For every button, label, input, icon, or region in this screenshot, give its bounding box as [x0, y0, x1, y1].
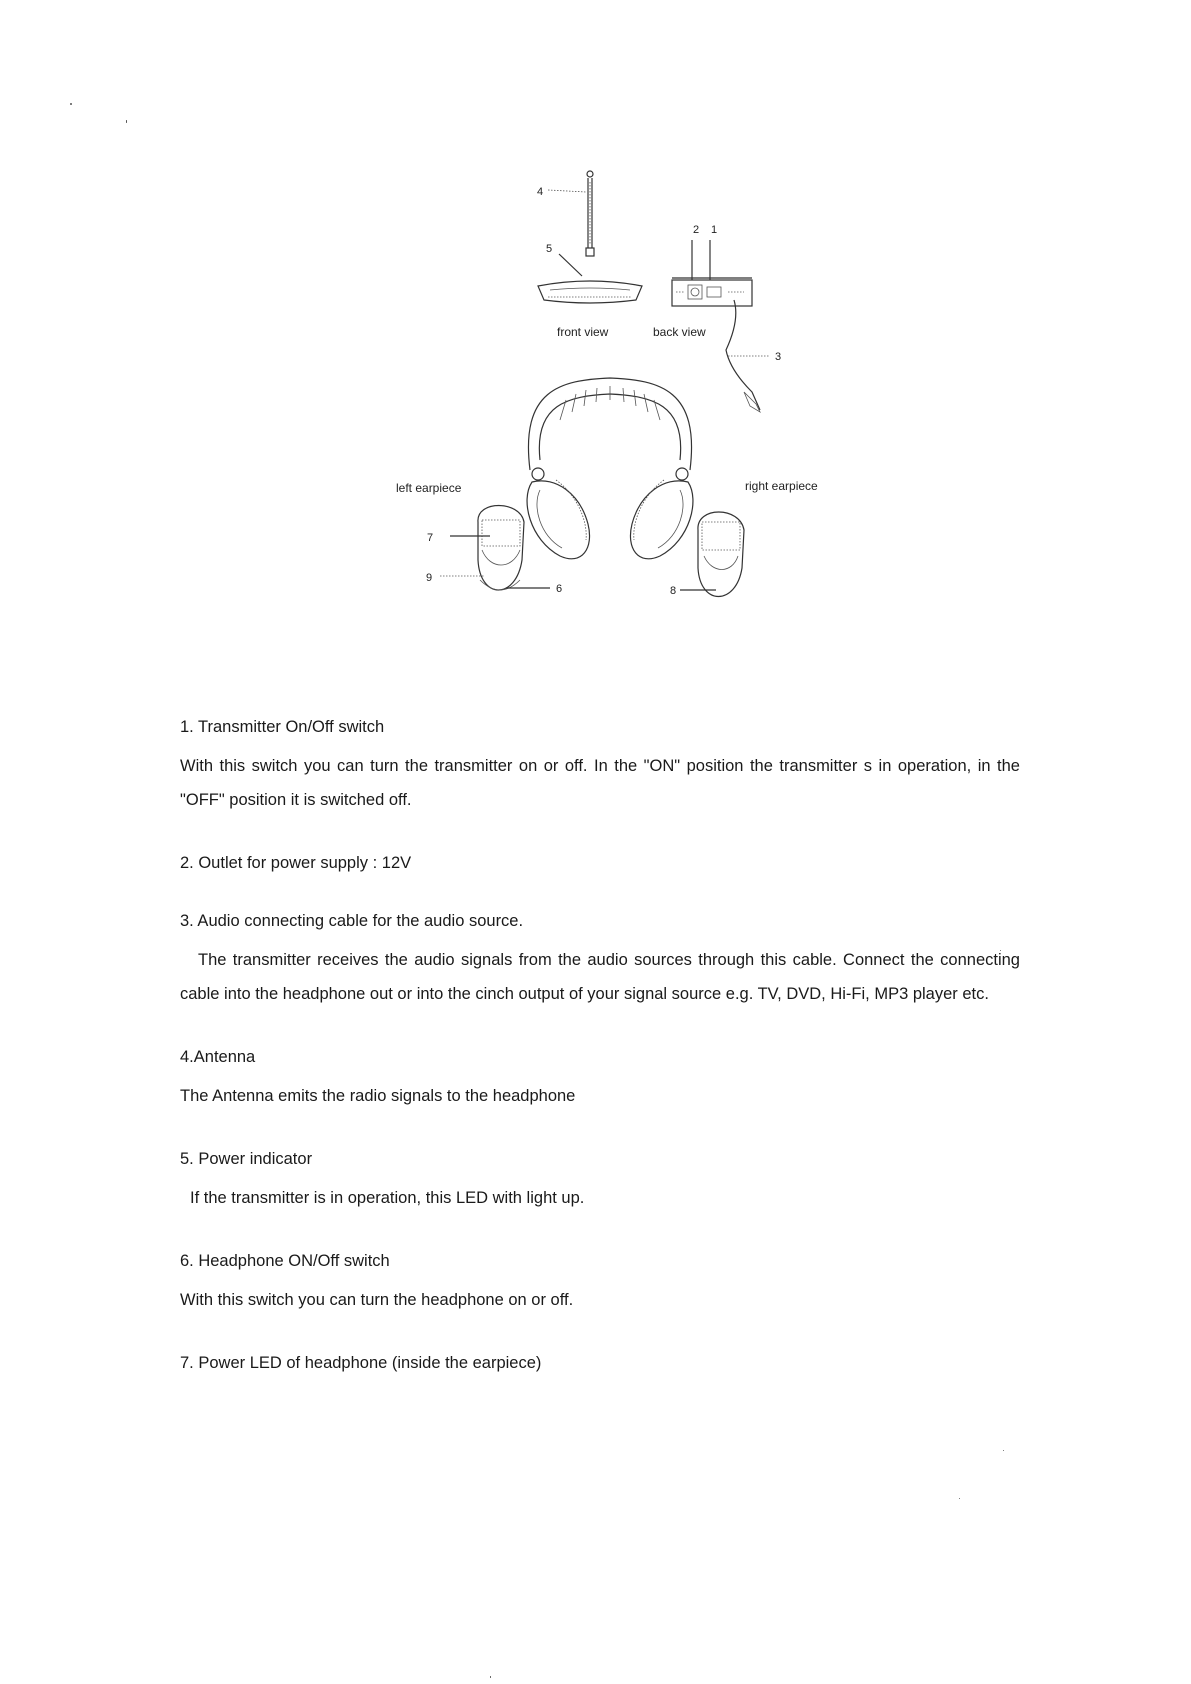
label-left-earpiece: left earpiece — [396, 481, 462, 495]
callout-6: 6 — [556, 583, 563, 595]
item-1 — [180, 715, 1020, 817]
label-front-view: front view — [557, 325, 609, 339]
item-4 — [180, 1045, 1020, 1113]
callout-3: 3 — [775, 351, 782, 363]
diagram-svg — [0, 0, 1191, 640]
item-5-heading: 5. Power indicator — [180, 1150, 313, 1168]
item-5 — [180, 1147, 1020, 1215]
instructions — [180, 715, 1020, 1409]
item-2 — [180, 851, 1020, 875]
item-6 — [180, 1249, 1020, 1317]
item-7 — [180, 1351, 1020, 1375]
callout-9: 9 — [426, 572, 433, 584]
item-5-body: If the transmitter is in operation, this LED with light up. — [190, 1189, 585, 1207]
item-4-heading: 4.Antenna — [180, 1048, 256, 1066]
leader-5 — [559, 254, 582, 276]
item-1-body: With this switch you can turn the transmitter on or off. In the "ON" position the transmitter s in operation, in the "OFF" position it is switched off. — [180, 757, 1020, 809]
product-diagram — [0, 0, 1191, 640]
callout-7: 7 — [427, 532, 434, 544]
item-7-heading: 7. Power LED of headphone (inside the earpiece) — [180, 1354, 542, 1372]
item-3-body: The transmitter receives the audio signals from the audio sources through this cable. Connect the connecting cable into the headphone out or into the cinch output of your signal source e.g. TV, DVD, Hi-Fi, MP3 player etc. — [180, 951, 1020, 1003]
item-3-heading: 3. Audio connecting cable for the audio source. — [180, 912, 524, 930]
callout-1: 1 — [711, 224, 718, 236]
item-6-body: With this switch you can turn the headphone on or off. — [180, 1291, 574, 1309]
label-right-earpiece: right earpiece — [745, 479, 818, 493]
callout-4: 4 — [537, 186, 544, 198]
item-1-heading: 1. Transmitter On/Off switch — [180, 718, 385, 736]
antenna-drawing — [586, 171, 594, 256]
transmitter-front-drawing — [538, 281, 642, 303]
leader-4 — [548, 190, 586, 192]
callout-8: 8 — [670, 585, 677, 597]
callout-5: 5 — [546, 243, 553, 255]
item-2-heading: 2. Outlet for power supply : 12V — [180, 854, 412, 872]
callout-2: 2 — [693, 224, 700, 236]
label-back-view: back view — [653, 325, 706, 339]
headphone-drawing — [478, 378, 744, 597]
item-3 — [180, 909, 1020, 1011]
item-4-body: The Antenna emits the radio signals to the headphone — [180, 1087, 576, 1105]
item-6-heading: 6. Headphone ON/Off switch — [180, 1252, 390, 1270]
